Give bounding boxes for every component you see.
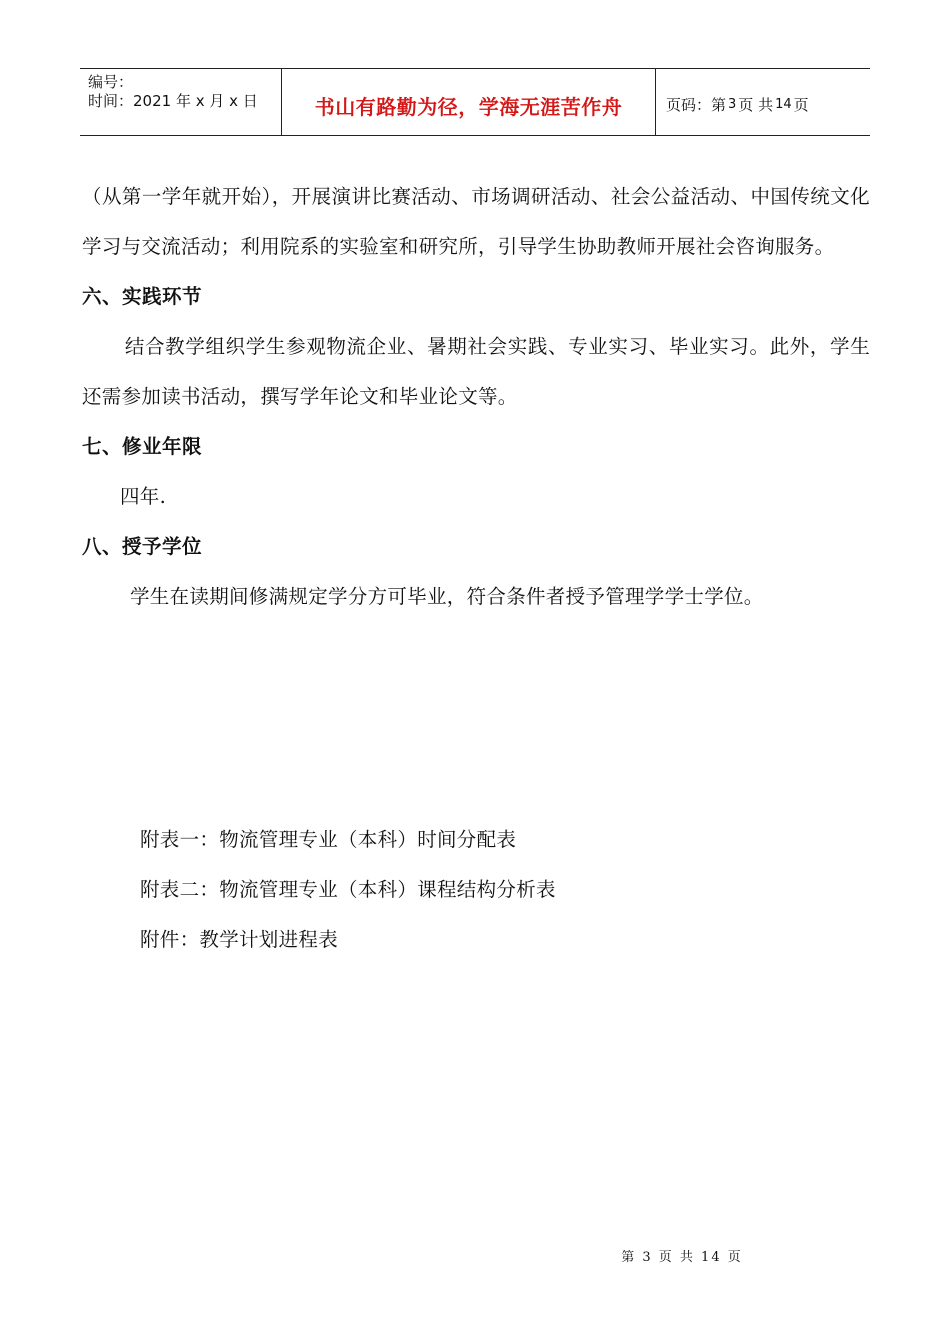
section-heading-degree: 八、授予学位	[82, 535, 203, 558]
page-code-mid: 页 共	[738, 95, 774, 114]
section-text-degree: 学生在读期间修满规定学分方可毕业，符合条件者授予管理学学士学位。	[130, 585, 764, 608]
attachment-item: 附件：教学计划进程表	[140, 928, 339, 951]
page-code-prefix: 页码：第	[666, 95, 727, 114]
page-header	[80, 68, 870, 136]
attachment-item: 附表二：物流管理专业（本科）课程结构分析表	[140, 878, 556, 901]
header-meta-cell	[80, 69, 282, 135]
attachment-item: 附表一：物流管理专业（本科）时间分配表	[140, 828, 517, 851]
page-current: 3	[728, 96, 737, 112]
section-heading-practice: 六、实践环节	[82, 285, 203, 308]
page-code-suffix: 页	[793, 95, 809, 114]
section-heading-duration: 七、修业年限	[82, 435, 203, 458]
paragraph-continued: （从第一学年就开始），开展演讲比赛活动、市场调研活动、社会公益活动、中国传统文化学习与交流活动；利用院系的实验室和研究所，引导学生协助教师开展社会咨询服务。	[82, 185, 870, 258]
section-text-practice: 结合教学组织学生参观物流企业、暑期社会实践、专业实习、毕业实习。此外，学生还需参加读书活动，撰写学年论文和毕业论文等。	[82, 335, 870, 408]
motto-text: 书山有路勤为径，学海无涯苦作舟	[314, 94, 623, 119]
serial-label: 编号：	[88, 73, 134, 91]
page-total: 14	[775, 96, 792, 112]
header-page-cell	[656, 69, 870, 135]
document-body	[82, 172, 870, 622]
footer-page-number: 第 3 页 共 14 页	[621, 1250, 743, 1265]
time-label: 时间：2021 年 x 月 x 日	[88, 92, 258, 110]
attachment-list	[140, 815, 556, 965]
header-motto-cell	[282, 69, 656, 135]
page-footer	[0, 1246, 950, 1265]
section-text-duration: 四年.	[120, 485, 167, 508]
